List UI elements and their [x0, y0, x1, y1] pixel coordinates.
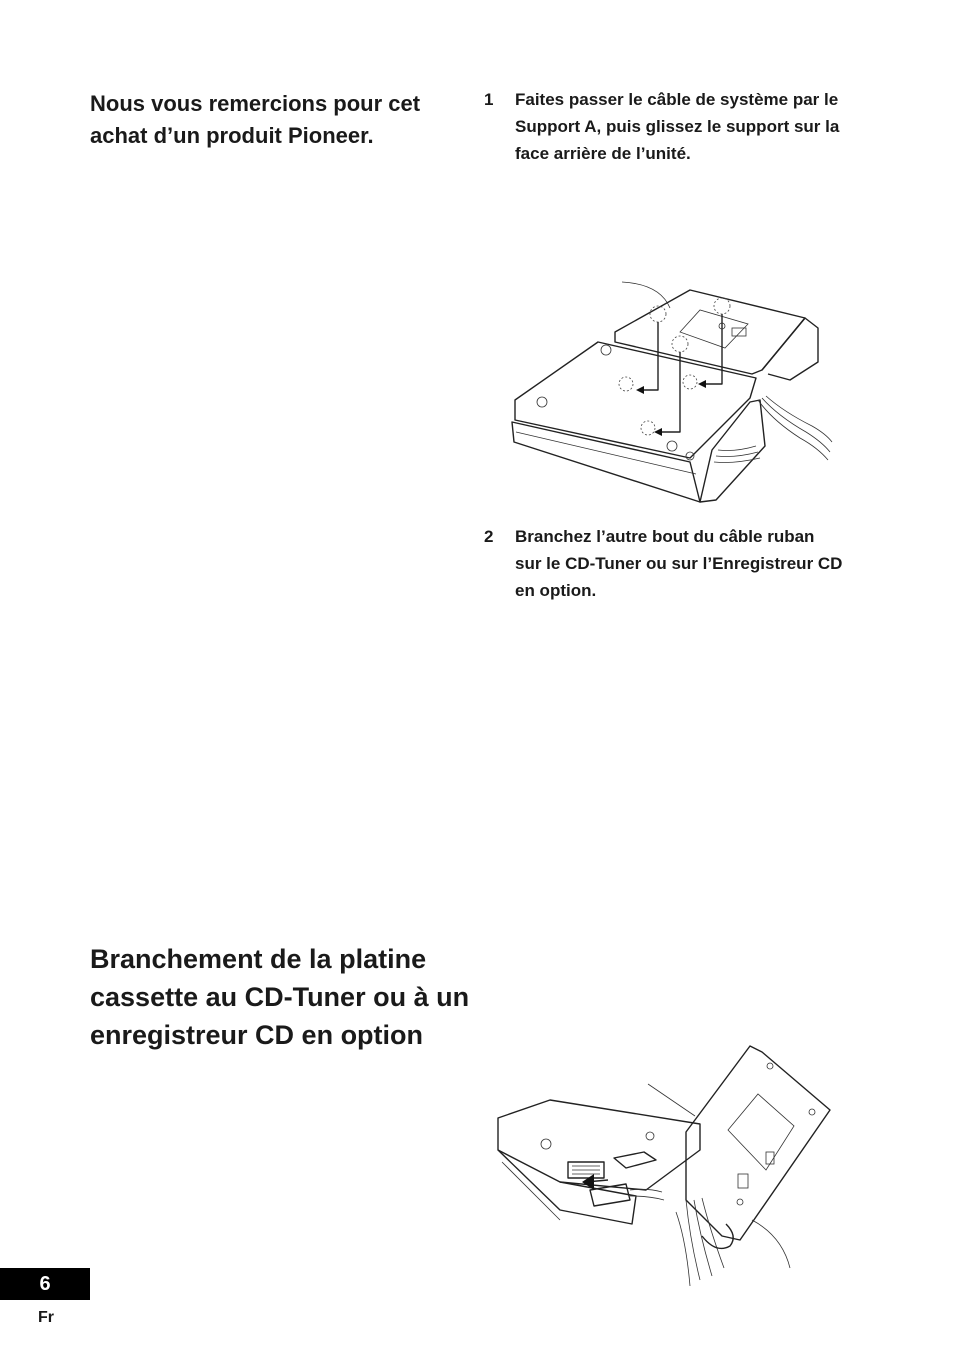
step-1-text: Faites passer le câble de système par le Support A, puis glissez le support sur la face arrière de l’unité.: [515, 90, 840, 163]
step-2: [484, 523, 844, 613]
page-number: 6: [39, 1273, 51, 1295]
intro-heading: Nous vous remercions pour cet achat d’un produit Pioneer.: [90, 91, 421, 148]
section-heading: Branchement de la platine cassette au CD-Tuner ou à un enregistreur CD en option: [90, 944, 470, 1050]
language-label: Fr: [38, 1309, 54, 1326]
step-2-number: 2: [484, 527, 494, 546]
step-1: [484, 86, 844, 176]
ribbon-cable-connection-illustration: [490, 1040, 840, 1290]
bracket-slide-illustration: [500, 270, 840, 510]
step-2-text: Branchez l’autre bout du câble ruban sur le CD-Tuner ou sur l’Enregistreur CD en option.: [515, 527, 843, 600]
step-1-number: 1: [484, 90, 494, 109]
